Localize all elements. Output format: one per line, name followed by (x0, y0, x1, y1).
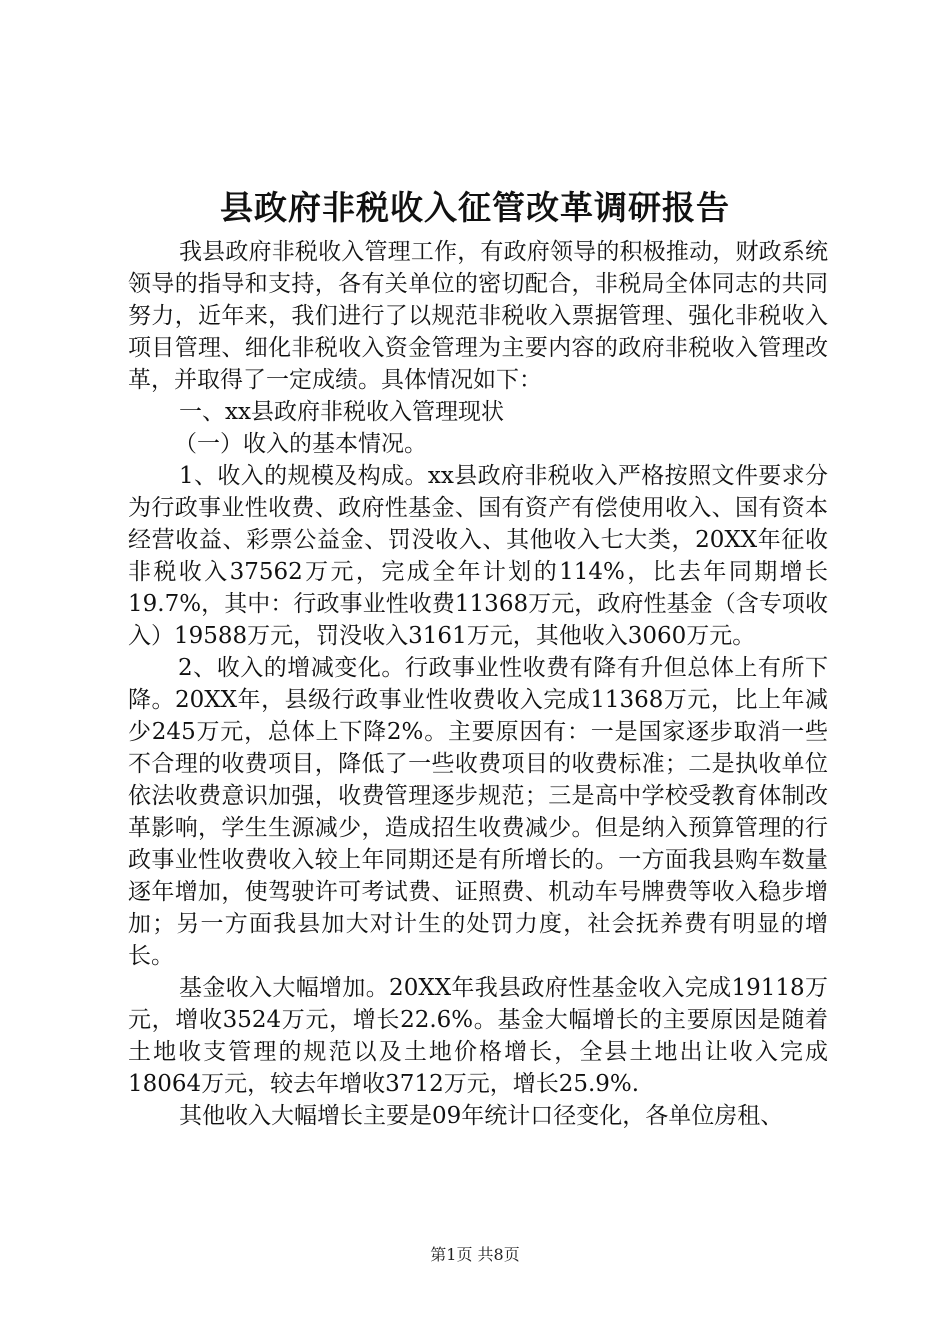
paragraph-intro: 我县政府非税收入管理工作，有政府领导的积极推动，财政系统领导的指导和支持，各有关单位的密切配合，非税局全体同志的共同努力，近年来，我们进行了以规范非税收入票据管理、强化非税收入项目管理、细化非税收入资金管理为主要内容的政府非税收入管理改革，并取得了一定成绩。具体情况如下： (128, 239, 828, 393)
heading-subsection-1: （一）收入的基本情况。 (174, 431, 427, 457)
paragraph-fund-revenue: 基金收入大幅增加。20XX年我县政府性基金收入完成19118万元，增收3524万元，增长22.6%。基金大幅增长的主要原因是随着土地收支管理的规范以及土地价格增长，全县土地出让收入完成18064万元，较去年增收3712万元，增长25.9%. (128, 975, 828, 1097)
page-footer: 第1页 共8页 (430, 1245, 520, 1264)
paragraph-other-revenue: 其他收入大幅增长主要是09年统计口径变化，各单位房租、 (179, 1103, 784, 1129)
paragraph-revenue-scale: 1、收入的规模及构成。xx县政府非税收入严格按照文件要求分为行政事业性收费、政府性基金、国有资产有偿使用收入、国有资本经营收益、彩票公益金、罚没收入、其他收入七大类，20XX年征收非税收入37562万元，完成全年计划的114%，比去年同期增长19.7%，其中：行政事业性收费11368万元，政府性基金（含专项收入）19588万元，罚没收入3161万元，其他收入3060万元。 (128, 463, 828, 649)
heading-section-1: 一、xx县政府非税收入管理现状 (179, 399, 504, 425)
paragraph-revenue-change: 2、收入的增减变化。行政事业性收费有降有升但总体上有所下降。20XX年，县级行政事业性收费收入完成11368万元，比上年减少245万元，总体上下降2%。主要原因有：一是国家逐步取消一些不合理的收费项目，降低了一些收费项目的收费标准；二是执收单位依法收费意识加强，收费管理逐步规范；三是高中学校受教育体制改革影响，学生生源减少，造成招生收费减少。但是纳入预算管理的行政事业性收费收入较上年同期还是有所增长的。一方面我县购车数量逐年增加，使驾驶许可考试费、证照费、机动车号牌费等收入稳步增加；另一方面我县加大对计生的处罚力度，社会抚养费有明显的增长。 (128, 655, 828, 969)
document-body (128, 236, 828, 1132)
document-title: 县政府非税收入征管改革调研报告 (220, 188, 730, 227)
